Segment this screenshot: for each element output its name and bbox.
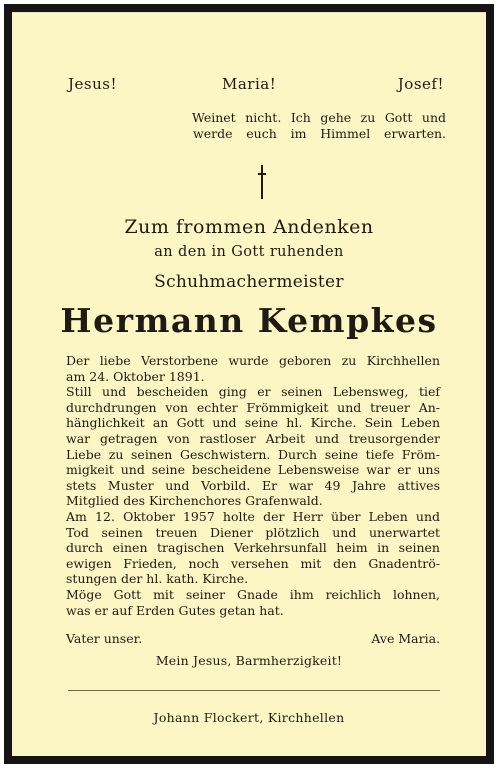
biography-line: Tod seinen treuen Diener plötzlich und unerwartet [66, 524, 440, 540]
header-josef: Josef! [397, 75, 444, 93]
printer-credit: Johann Flockert, Kirchhellen [153, 710, 345, 725]
heading-ruhenden: an den in Gott ruhenden [154, 244, 344, 260]
biography-line: durchdrungen von echter Frömmigkeit und treuer An- [66, 399, 440, 415]
memorial-card [4, 4, 494, 764]
biography-text [66, 353, 440, 618]
biography-line: Möge Gott mit seiner Gnade ihm reichlich lohnen, [66, 586, 440, 602]
biography-line: am 24. Oktober 1891. [66, 368, 205, 384]
biography-line: Der liebe Verstorbene wurde geboren zu Kirchhellen [66, 353, 440, 368]
biography-line: was er auf Erden Gutes getan hat. [66, 602, 284, 618]
biography-line: Am 12. Oktober 1957 holte der Herr über Leben und [66, 508, 440, 524]
header-maria: Maria! [222, 75, 277, 93]
biography-line: migkeit und seine bescheidene Lebensweise war er uns [66, 462, 440, 478]
deceased-title: Schuhmachermeister [154, 272, 344, 292]
motto-quote [192, 110, 446, 142]
deceased-name: Hermann Kempkes [60, 301, 438, 340]
biography-line: stets Muster und Vorbild. Er war 49 Jahre attives [66, 477, 440, 493]
biography-line: Mitglied des Kirchenchores Grafenwald. [66, 493, 323, 509]
biography-line: war getragen von rastloser Arbeit und treusorgender [66, 430, 440, 446]
card-paper [12, 12, 486, 756]
biography-line: durch einen tragischen Verkehrsunfall heim in seinen [66, 540, 440, 556]
motto-line: werde euch im Himmel erwarten. [193, 126, 446, 141]
prayer-vater-unser: Vater unser. [66, 631, 143, 646]
biography-line: ewigen Frieden, noch versehen mit den Gnadentrö- [66, 555, 440, 571]
biography-line: Liebe zu seinen Geschwistern. Durch seine tiefe Fröm- [66, 446, 440, 462]
header-jesus: Jesus! [68, 75, 117, 93]
biography-line: stungen der hl. kath. Kirche. [66, 571, 249, 587]
cross-icon [258, 165, 266, 199]
prayer-ave-maria: Ave Maria. [371, 631, 440, 646]
divider-line [68, 690, 440, 691]
motto-line: Weinet nicht. Ich gehe zu Gott und [192, 110, 446, 125]
biography-line: Still und bescheiden ging er seinen Lebensweg, tief [66, 384, 440, 400]
biography-line: hänglichkeit an Gott und seine hl. Kirche. Sein Leben [66, 415, 440, 431]
heading-andenken: Zum frommen Andenken [124, 216, 374, 238]
prayer-barmherzigkeit: Mein Jesus, Barmherzigkeit! [155, 653, 343, 668]
